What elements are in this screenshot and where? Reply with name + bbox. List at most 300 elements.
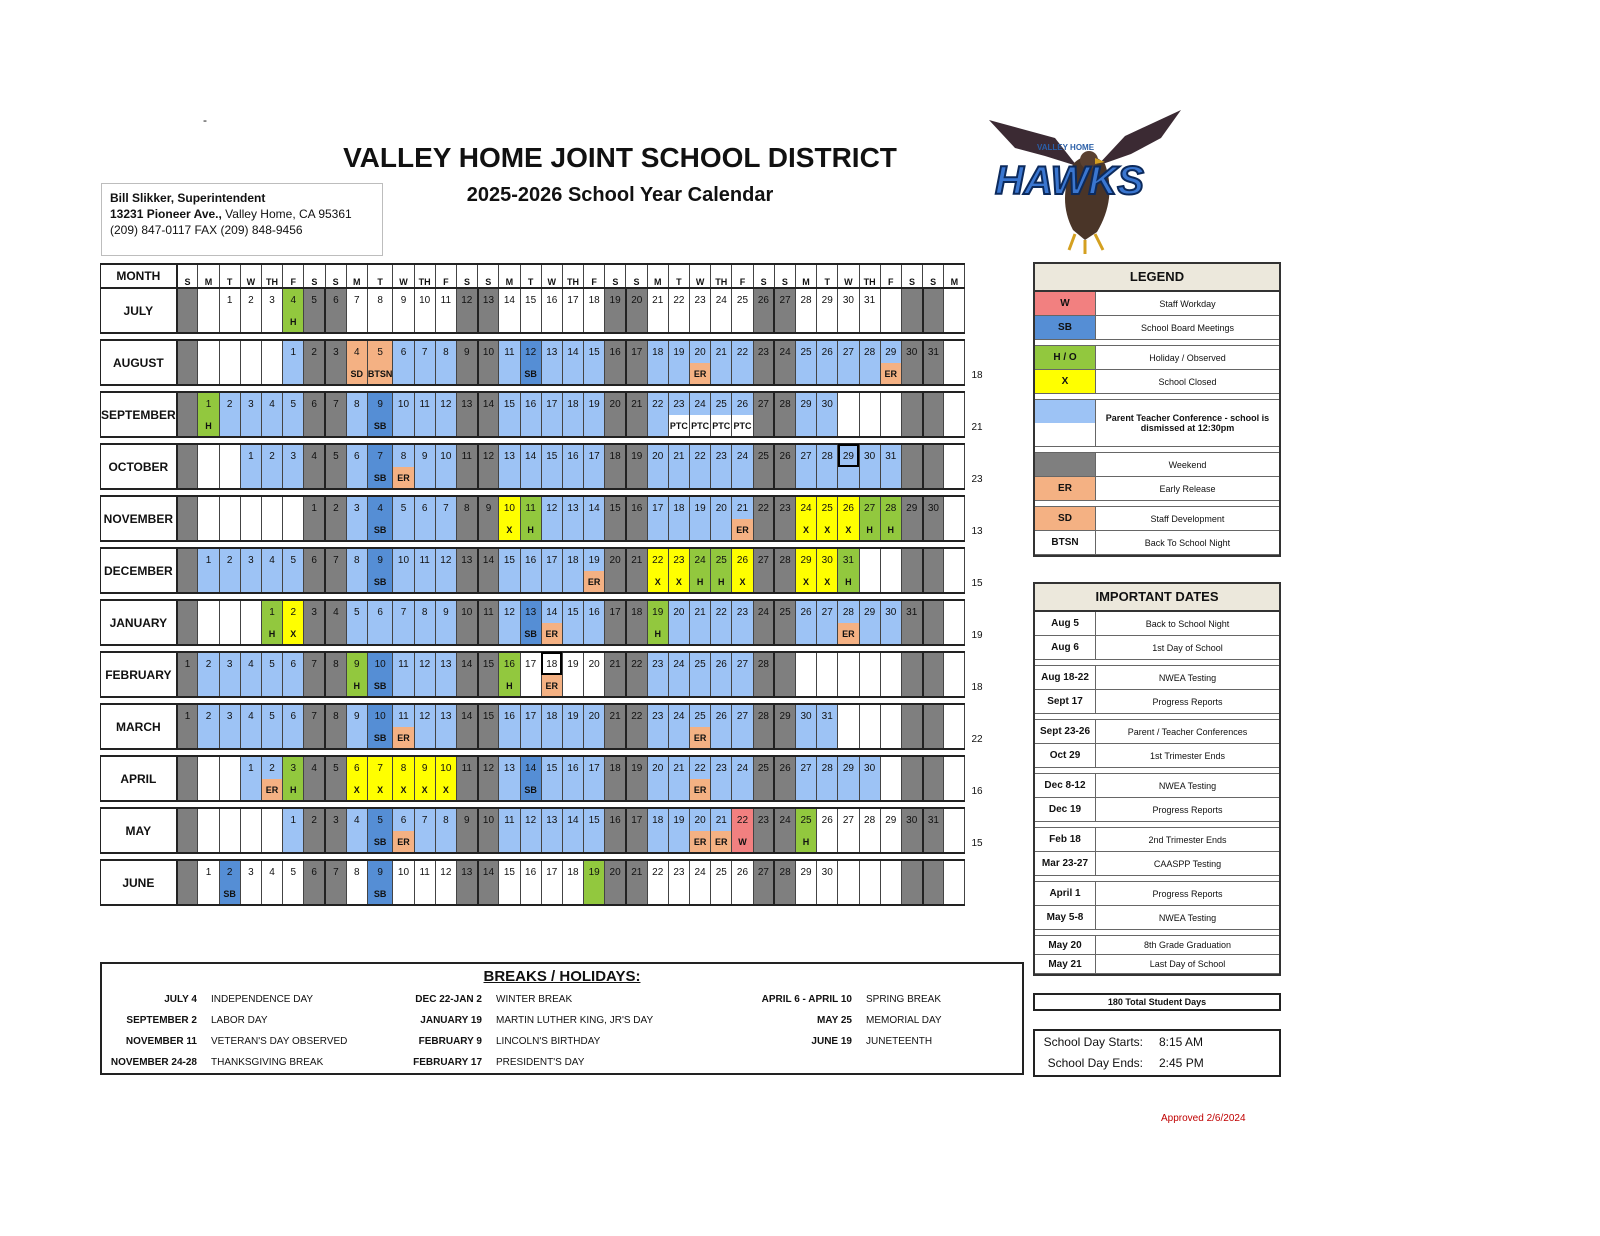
calendar-day-mark	[711, 675, 732, 697]
calendar-day: 31	[901, 600, 922, 623]
calendar-day: 7	[346, 288, 367, 311]
calendar-day: 17	[626, 340, 647, 363]
calendar-day-mark	[690, 467, 711, 489]
calendar-day	[944, 860, 965, 883]
break-date: FEBRUARY 9	[418, 1036, 482, 1047]
calendar-day-mark	[732, 363, 753, 385]
calendar-day-mark: ER	[584, 571, 605, 593]
calendar-day: 5	[367, 340, 393, 363]
calendar-day: 20	[668, 600, 689, 623]
calendar-day-mark	[711, 623, 732, 645]
calendar-day: 31	[880, 444, 901, 467]
calendar-day-mark: SB	[367, 675, 393, 697]
calendar-day-mark	[435, 311, 456, 333]
calendar-day: 2	[304, 340, 325, 363]
calendar-day-mark: H	[690, 571, 711, 593]
calendar-day: 25	[774, 600, 795, 623]
calendar-day-mark	[923, 727, 944, 749]
calendar-day: 5	[283, 860, 304, 883]
calendar-day: 21	[605, 652, 626, 675]
calendar-day-mark	[923, 363, 944, 385]
calendar-day-mark	[261, 571, 282, 593]
calendar-day-mark	[478, 363, 499, 385]
calendar-day: 7	[325, 860, 346, 883]
calendar-day-mark	[584, 623, 605, 645]
calendar-day: 4	[346, 340, 367, 363]
calendar-day-mark	[283, 467, 304, 489]
calendar-day-mark: H	[198, 415, 219, 437]
calendar-day-mark	[240, 363, 261, 385]
calendar-day-mark	[817, 779, 838, 801]
calendar-day	[177, 392, 198, 415]
calendar-day-mark	[219, 311, 240, 333]
calendar-day-mark: X	[283, 623, 304, 645]
calendar-day-mark	[901, 883, 922, 905]
instructional-day-count: 13	[971, 526, 983, 537]
calendar-day: 22	[668, 288, 689, 311]
day-header: F	[283, 264, 304, 288]
month-name: FEBRUARY	[101, 652, 177, 697]
calendar-day: 1	[240, 756, 261, 779]
calendar-day: 18	[541, 652, 562, 675]
calendar-day-mark: ER	[690, 779, 711, 801]
calendar-day: 15	[520, 288, 541, 311]
calendar-day-mark	[901, 519, 922, 541]
important-date: Sept 23-26	[1035, 720, 1096, 743]
calendar-day: 30	[817, 392, 838, 415]
calendar-day-mark	[304, 571, 325, 593]
calendar-day-mark: ER	[880, 363, 901, 385]
calendar-day: 16	[626, 496, 647, 519]
important-date-row	[1035, 936, 1279, 955]
calendar-day-mark: SB	[367, 831, 393, 853]
calendar-day-mark: ER	[732, 519, 753, 541]
calendar-day-mark: SD	[346, 363, 367, 385]
month-name: MARCH	[101, 704, 177, 749]
calendar-day-mark	[584, 519, 605, 541]
calendar-day-mark	[859, 727, 880, 749]
calendar-day-mark	[499, 363, 520, 385]
calendar-day: 21	[647, 288, 668, 311]
calendar-day: 19	[668, 808, 689, 831]
day-header: T	[817, 264, 838, 288]
calendar-grid	[100, 263, 993, 911]
calendar-day: 18	[668, 496, 689, 519]
legend-key: X	[1035, 370, 1096, 393]
day-header: T	[668, 264, 689, 288]
calendar-day	[795, 652, 816, 675]
calendar-day-mark: H	[346, 675, 367, 697]
calendar-day-mark	[732, 311, 753, 333]
calendar-day-mark: X	[647, 571, 668, 593]
calendar-day: 25	[711, 860, 732, 883]
calendar-day-mark: ER	[261, 779, 282, 801]
calendar-day-mark	[177, 519, 198, 541]
calendar-day: 1	[177, 652, 198, 675]
calendar-day-mark	[541, 415, 562, 437]
calendar-day: 13	[456, 860, 477, 883]
calendar-day-mark	[261, 363, 282, 385]
calendar-day-mark	[795, 363, 816, 385]
calendar-day-mark	[774, 779, 795, 801]
calendar-day: 11	[478, 600, 499, 623]
calendar-day-mark: H	[499, 675, 520, 697]
legend-row	[1035, 477, 1279, 501]
calendar-day-mark	[414, 571, 435, 593]
calendar-day: 17	[520, 704, 541, 727]
calendar-day-mark	[177, 883, 198, 905]
calendar-day-mark	[647, 727, 668, 749]
calendar-day-mark	[774, 623, 795, 645]
instructional-day-count: 22	[971, 734, 983, 745]
calendar-day: 25	[753, 756, 774, 779]
calendar-day: 14	[584, 496, 605, 519]
calendar-day-mark	[795, 779, 816, 801]
calendar-day-mark	[198, 831, 219, 853]
calendar-day-mark	[817, 675, 838, 697]
calendar-day: 23	[647, 704, 668, 727]
calendar-day: 26	[732, 548, 753, 571]
calendar-day-mark	[795, 467, 816, 489]
calendar-day-mark: SB	[520, 363, 541, 385]
calendar-day: 16	[520, 548, 541, 571]
calendar-day-mark	[219, 415, 240, 437]
legend-label: Parent Teacher Conference - school is dismissed at 12:30pm	[1105, 413, 1270, 433]
calendar-day: 3	[240, 392, 261, 415]
calendar-day	[817, 652, 838, 675]
calendar-day: 1	[304, 496, 325, 519]
important-event: 2nd Trimester Ends	[1148, 834, 1227, 845]
calendar-day	[177, 808, 198, 831]
important-date: May 20	[1035, 936, 1096, 954]
calendar-day-mark	[478, 623, 499, 645]
calendar-day: 5	[304, 288, 325, 311]
calendar-day-mark	[626, 363, 647, 385]
calendar-day: 13	[456, 548, 477, 571]
calendar-day-mark	[346, 727, 367, 749]
important-date: Dec 19	[1035, 798, 1096, 821]
calendar-day-mark	[478, 571, 499, 593]
calendar-day-mark	[456, 415, 477, 437]
calendar-day-mark: SB	[367, 467, 393, 489]
calendar-day: 4	[240, 704, 261, 727]
calendar-day	[880, 704, 901, 727]
calendar-day: 29	[774, 704, 795, 727]
calendar-day: 15	[541, 444, 562, 467]
calendar-day: 25	[795, 808, 816, 831]
month-name: JUNE	[101, 860, 177, 905]
calendar-day-mark	[562, 571, 583, 593]
calendar-day: 31	[923, 340, 944, 363]
calendar-day-mark	[304, 675, 325, 697]
calendar-day-mark	[456, 831, 477, 853]
calendar-day-mark	[668, 675, 689, 697]
month-name: NOVEMBER	[101, 496, 177, 541]
calendar-day: 7	[367, 444, 393, 467]
calendar-day: 24	[690, 392, 711, 415]
calendar-day-mark	[923, 415, 944, 437]
calendar-day-mark	[944, 415, 965, 437]
calendar-day: 24	[690, 860, 711, 883]
calendar-day-mark	[647, 363, 668, 385]
calendar-day: 16	[541, 288, 562, 311]
day-header: F	[732, 264, 753, 288]
break-item	[102, 1015, 347, 1036]
calendar-day: 2	[261, 444, 282, 467]
calendar-day: 5	[325, 444, 346, 467]
calendar-day-mark	[435, 519, 456, 541]
calendar-day: 16	[562, 756, 583, 779]
calendar-day-mark	[325, 571, 346, 593]
calendar-day-mark	[774, 831, 795, 853]
calendar-day-mark	[283, 519, 304, 541]
calendar-day-mark	[880, 727, 901, 749]
important-date-row	[1035, 798, 1279, 822]
calendar-day: 14	[562, 808, 583, 831]
calendar-day-mark	[325, 675, 346, 697]
calendar-day-mark	[880, 467, 901, 489]
calendar-day-mark	[753, 571, 774, 593]
calendar-day: 20	[605, 392, 626, 415]
calendar-day	[901, 756, 922, 779]
calendar-day: 12	[414, 704, 435, 727]
calendar-day-mark	[304, 311, 325, 333]
calendar-day-mark: H	[283, 311, 304, 333]
instructional-day-count: 21	[971, 422, 983, 433]
calendar-day: 30	[817, 548, 838, 571]
calendar-day: 5	[283, 548, 304, 571]
calendar-day-mark	[520, 467, 541, 489]
calendar-day: 6	[367, 600, 393, 623]
calendar-day: 29	[859, 600, 880, 623]
calendar-day	[923, 392, 944, 415]
calendar-day-mark	[414, 311, 435, 333]
calendar-day	[944, 444, 965, 467]
calendar-day-mark	[626, 675, 647, 697]
calendar-day-mark	[584, 415, 605, 437]
calendar-day-mark	[838, 415, 859, 437]
break-name: WINTER BREAK	[496, 994, 573, 1005]
calendar-day: 22	[647, 548, 668, 571]
calendar-day: 15	[584, 340, 605, 363]
calendar-day: 8	[414, 600, 435, 623]
important-event: Progress Reports	[1152, 696, 1223, 707]
calendar-day-mark	[177, 311, 198, 333]
important-event: CAASPP Testing	[1153, 858, 1222, 869]
calendar-day-mark	[901, 363, 922, 385]
calendar-day-mark	[880, 779, 901, 801]
calendar-day-mark	[753, 727, 774, 749]
calendar-day: 24	[795, 496, 816, 519]
calendar-day-mark	[584, 311, 605, 333]
important-date: Mar 23-27	[1035, 852, 1096, 875]
legend-label: Weekend	[1168, 459, 1207, 470]
day-header: S	[774, 264, 795, 288]
important-event: NWEA Testing	[1158, 672, 1217, 683]
calendar-day: 8	[456, 496, 477, 519]
calendar-day: 20	[584, 704, 605, 727]
calendar-day: 2	[261, 756, 282, 779]
calendar-day: 10	[367, 704, 393, 727]
calendar-day: 11	[435, 288, 456, 311]
month-name: JULY	[101, 288, 177, 333]
calendar-day	[283, 496, 304, 519]
calendar-day-mark	[817, 363, 838, 385]
calendar-day-mark	[944, 467, 965, 489]
calendar-day-mark	[584, 883, 605, 905]
svg-text:VALLEY HOME: VALLEY HOME	[1037, 143, 1095, 152]
calendar-day-mark	[325, 623, 346, 645]
calendar-day-mark	[944, 779, 965, 801]
calendar-day-mark	[283, 415, 304, 437]
calendar-day: 6	[283, 652, 304, 675]
calendar-day-mark	[562, 311, 583, 333]
instructional-day-count: 19	[971, 630, 983, 641]
calendar-day-mark	[414, 727, 435, 749]
calendar-day-mark	[414, 623, 435, 645]
important-event: Progress Reports	[1152, 888, 1223, 899]
calendar-day: 21	[711, 808, 732, 831]
calendar-day-mark	[240, 415, 261, 437]
calendar-day: 2	[219, 392, 240, 415]
calendar-day: 24	[753, 600, 774, 623]
calendar-day-mark	[456, 779, 477, 801]
calendar-day-mark	[859, 675, 880, 697]
calendar-day-mark	[584, 467, 605, 489]
calendar-day	[901, 548, 922, 571]
break-name: PRESIDENT'S DAY	[496, 1057, 585, 1068]
important-date-row	[1035, 852, 1279, 876]
calendar-day-mark	[668, 831, 689, 853]
calendar-day-mark	[647, 831, 668, 853]
calendar-day-mark: X	[346, 779, 367, 801]
calendar-day-mark	[478, 415, 499, 437]
calendar-day: 27	[774, 288, 795, 311]
calendar-day: 3	[240, 548, 261, 571]
calendar-day-mark	[668, 467, 689, 489]
calendar-day-mark: ER	[541, 675, 562, 697]
calendar-day-mark	[304, 363, 325, 385]
day-header: M	[198, 264, 219, 288]
calendar-day: 16	[520, 860, 541, 883]
month-name: MAY	[101, 808, 177, 853]
calendar-day: 4	[261, 548, 282, 571]
calendar-day-mark	[605, 467, 626, 489]
calendar-day: 22	[711, 600, 732, 623]
calendar-day-mark	[668, 311, 689, 333]
calendar-day-mark	[626, 571, 647, 593]
calendar-day-mark	[753, 467, 774, 489]
day-header: S	[456, 264, 477, 288]
calendar-day	[177, 340, 198, 363]
calendar-day: 8	[325, 704, 346, 727]
calendar-day	[901, 704, 922, 727]
calendar-day-mark	[859, 831, 880, 853]
calendar-day: 10	[367, 652, 393, 675]
calendar-day: 23	[711, 444, 732, 467]
calendar-day-mark	[177, 415, 198, 437]
day-header: TH	[261, 264, 282, 288]
start-value: 8:15 AM	[1159, 1034, 1204, 1049]
calendar-day	[944, 808, 965, 831]
legend-row	[1035, 531, 1279, 555]
calendar-day: 21	[711, 340, 732, 363]
calendar-day-mark	[562, 675, 583, 697]
calendar-day-mark	[647, 467, 668, 489]
calendar-day-mark	[562, 831, 583, 853]
calendar-day: 19	[584, 548, 605, 571]
calendar-day: 23	[753, 808, 774, 831]
calendar-day: 10	[456, 600, 477, 623]
calendar-day: 26	[838, 496, 859, 519]
calendar-day-mark	[562, 415, 583, 437]
calendar-day-mark	[304, 623, 325, 645]
calendar-day: 6	[283, 704, 304, 727]
calendar-day: 14	[520, 756, 541, 779]
important-date-row	[1035, 612, 1279, 636]
calendar-day: 23	[668, 860, 689, 883]
calendar-day-mark: X	[817, 519, 838, 541]
calendar-day-mark	[499, 623, 520, 645]
calendar-day: 15	[541, 756, 562, 779]
calendar-day-mark	[838, 727, 859, 749]
calendar-day-mark	[732, 779, 753, 801]
calendar-day: 13	[435, 652, 456, 675]
calendar-day-mark	[414, 883, 435, 905]
calendar-day-mark: H	[261, 623, 282, 645]
calendar-day: 10	[435, 756, 456, 779]
calendar-day-mark	[198, 519, 219, 541]
calendar-day-mark	[414, 831, 435, 853]
calendar-day-mark: H	[647, 623, 668, 645]
calendar-day-mark	[283, 883, 304, 905]
calendar-day: 14	[478, 392, 499, 415]
calendar-day	[923, 652, 944, 675]
calendar-day	[923, 756, 944, 779]
calendar-day-mark	[732, 883, 753, 905]
calendar-day-mark	[283, 727, 304, 749]
calendar-day: 23	[774, 496, 795, 519]
calendar-day: 28	[774, 860, 795, 883]
calendar-day-mark	[198, 675, 219, 697]
calendar-day: 3	[325, 808, 346, 831]
calendar-day-mark	[626, 623, 647, 645]
calendar-day-mark	[346, 311, 367, 333]
calendar-day: 24	[668, 704, 689, 727]
calendar-day: 4	[304, 444, 325, 467]
calendar-day: 24	[774, 340, 795, 363]
calendar-day	[219, 808, 240, 831]
calendar-day: 13	[435, 704, 456, 727]
calendar-day-mark	[393, 415, 414, 437]
calendar-day: 13	[562, 496, 583, 519]
day-header: TH	[859, 264, 880, 288]
calendar-day: 8	[435, 808, 456, 831]
calendar-day: 13	[541, 808, 562, 831]
calendar-day	[219, 756, 240, 779]
legend-row	[1035, 370, 1279, 394]
calendar-day-mark	[435, 467, 456, 489]
break-date: JULY 4	[164, 994, 197, 1005]
calendar-day: 13	[541, 340, 562, 363]
calendar-day: 15	[499, 392, 520, 415]
calendar-day-mark: ER	[393, 467, 414, 489]
calendar-day: 7	[325, 548, 346, 571]
calendar-day: 7	[393, 600, 414, 623]
calendar-day: 28	[817, 444, 838, 467]
calendar-day-mark	[261, 311, 282, 333]
calendar-day-mark	[393, 675, 414, 697]
